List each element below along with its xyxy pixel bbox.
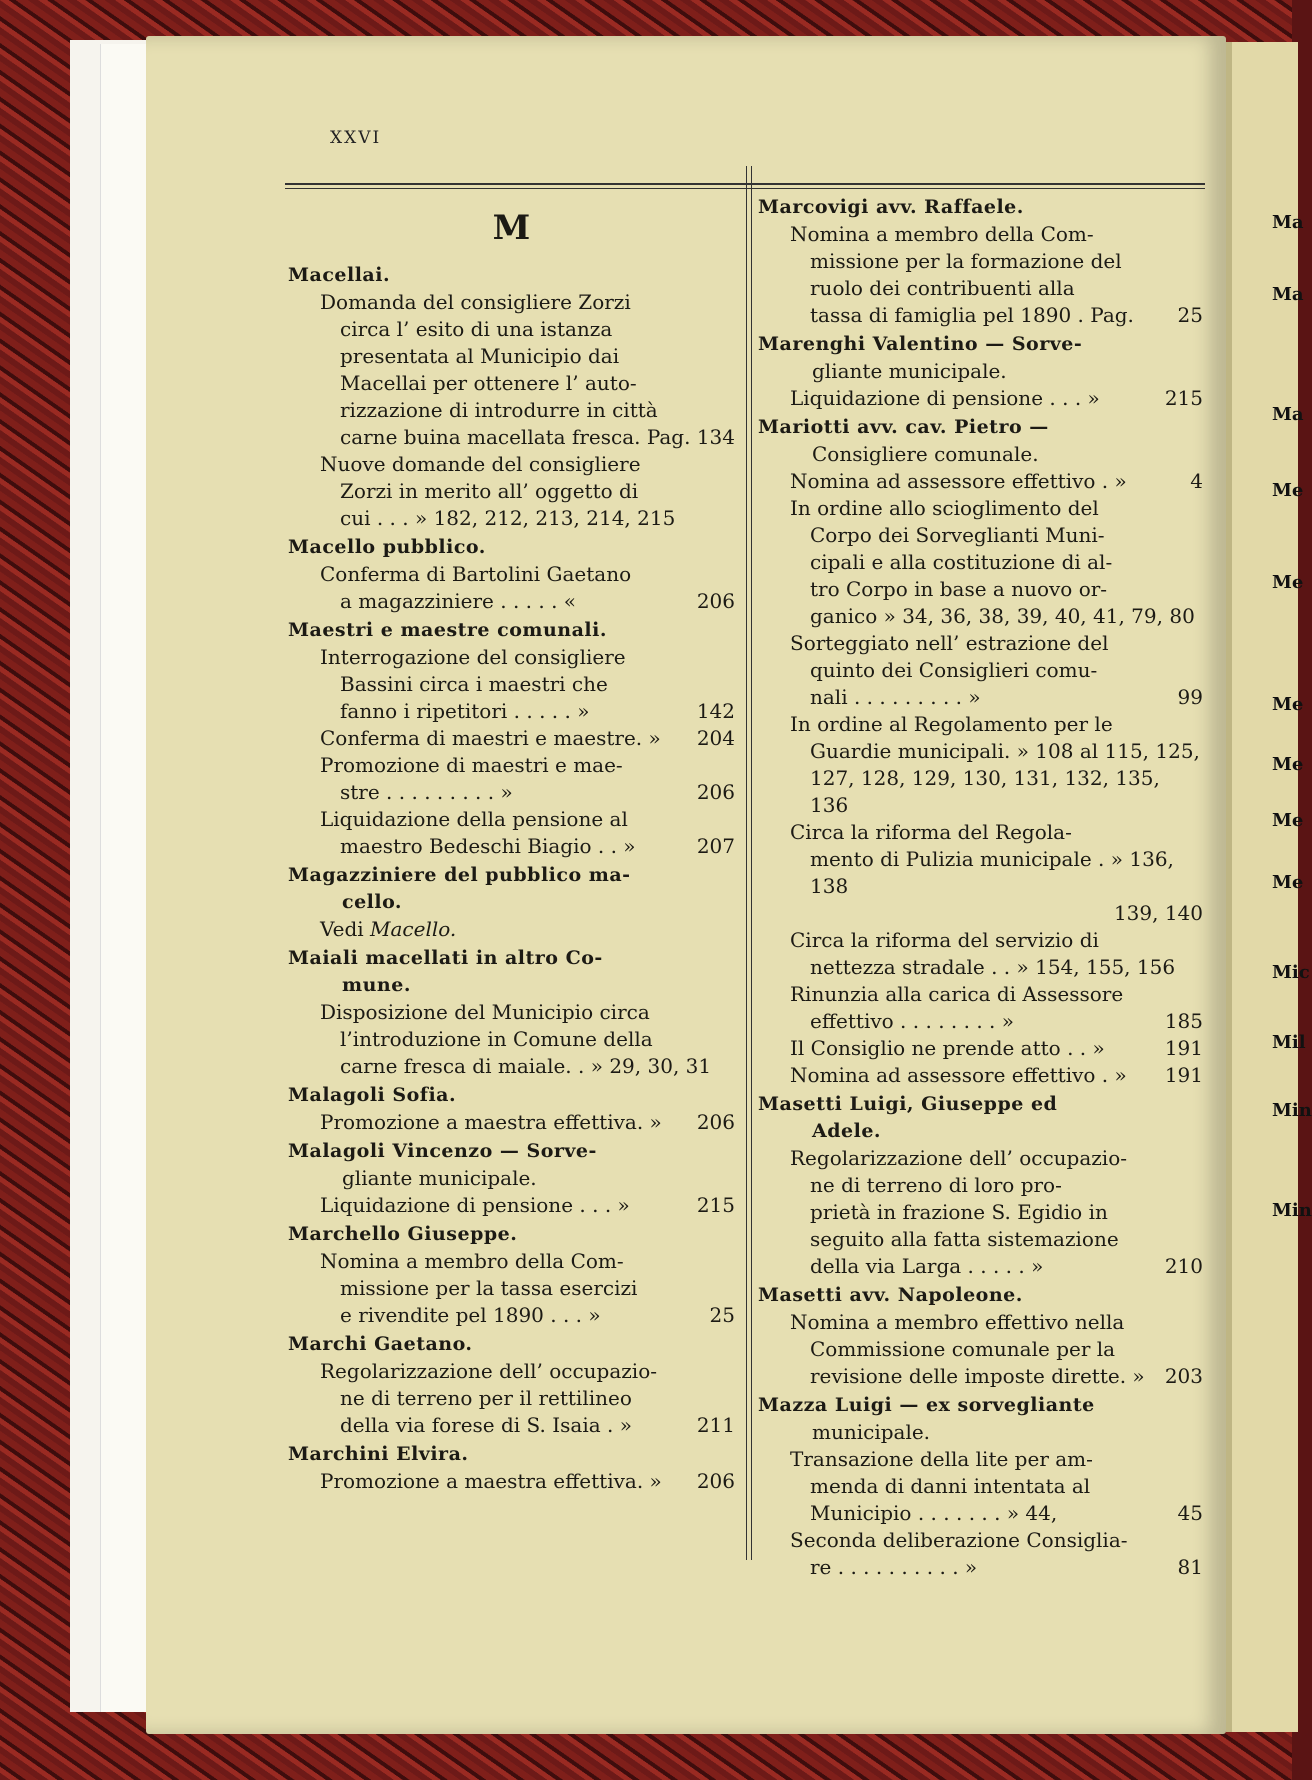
subitem-last-line xyxy=(320,1412,735,1439)
facing-page-heading-fragment: Me xyxy=(1272,694,1304,715)
subitem-line: presentata al Municipio dai xyxy=(340,344,620,368)
entry-subitem xyxy=(758,221,1203,329)
page-reference: 204 xyxy=(696,726,735,750)
page-reference: 45 xyxy=(1177,1501,1203,1525)
facing-page-heading-fragment: Me xyxy=(1272,754,1304,775)
subitem-last-line xyxy=(790,954,1203,981)
entry-heading: Masetti Luigi, Giuseppe ed xyxy=(758,1093,1058,1115)
entry-subitem xyxy=(758,711,1203,819)
index-entry xyxy=(288,1441,735,1495)
index-entry xyxy=(288,1221,735,1329)
entry-subitem xyxy=(758,385,1203,412)
subitem-line: Liquidazione della pensione al xyxy=(320,807,628,831)
subitem-line: tro Corpo in base a nuovo or- xyxy=(810,577,1108,601)
subitem-line: Regolarizzazione dell’ occupazio- xyxy=(320,1359,657,1383)
subitem-last-line xyxy=(790,1253,1203,1280)
subitem-last-line xyxy=(320,424,735,451)
entry-subitem xyxy=(758,468,1203,495)
subitem-text: Promozione a maestra effettiva. » xyxy=(320,1469,662,1493)
subitem-text: carne fresca di maiale. . » 29, 30, 31 xyxy=(340,1054,712,1078)
entry-heading: Marchello Giuseppe. xyxy=(288,1223,518,1245)
facing-page-heading-fragment: Mic xyxy=(1272,962,1310,983)
subitem-text: e rivendite pel 1890 . . . » xyxy=(340,1303,601,1327)
subitem-last-line xyxy=(320,725,735,752)
entry-subitem xyxy=(758,495,1203,630)
page-reference: 206 xyxy=(696,1110,735,1134)
subitem-line: Conferma di Bartolini Gaetano xyxy=(320,562,632,586)
entry-heading: Marchi Gaetano. xyxy=(288,1333,473,1355)
subitem-last-line xyxy=(320,505,735,532)
subitem-text: cui . . . » 182, 212, 213, 214, 215 xyxy=(340,506,676,530)
entry-subitem xyxy=(288,1468,735,1495)
index-entry xyxy=(288,945,735,1080)
page-edges-inner xyxy=(100,44,147,1712)
subitem-line: Macellai per ottenere l’ auto- xyxy=(340,371,637,395)
index-entry xyxy=(288,1138,735,1219)
page-reference: 4 xyxy=(1190,469,1203,493)
subitem-line: In ordine al Regolamento per le xyxy=(790,712,1113,736)
entry-subitem xyxy=(288,999,735,1080)
entry-heading-continued: Adele. xyxy=(812,1120,882,1142)
subitem-text: nettezza stradale . . » 154, 155, 156 xyxy=(810,955,1176,979)
subitem-line: cipali e alla costituzione di al- xyxy=(810,550,1113,574)
entry-subitem xyxy=(288,1109,735,1136)
subitem-text: Nomina ad assessore effettivo . » xyxy=(790,469,1127,493)
subitem-line: Guardie municipali. » 108 al 115, 125, xyxy=(810,739,1200,763)
entry-subitem xyxy=(288,561,735,615)
subitem-last-line xyxy=(790,1062,1203,1089)
entry-heading: Malagoli Vincenzo — Sorve- xyxy=(288,1140,597,1162)
subitem-text: stre . . . . . . . . . » xyxy=(340,780,513,804)
page-reference: 191 xyxy=(1164,1063,1203,1087)
entry-subitem xyxy=(758,927,1203,981)
subitem-line: Commissione comunale per la xyxy=(810,1337,1116,1361)
page-reference: 25 xyxy=(709,1303,735,1327)
subitem-line: Nomina a membro della Com- xyxy=(790,222,1094,246)
subitem-line: prietà in frazione S. Egidio in xyxy=(810,1200,1108,1224)
subitem-last-line xyxy=(320,916,735,943)
entry-subitem xyxy=(288,451,735,532)
subitem-last-line xyxy=(320,779,735,806)
facing-page-heading-fragment: Ma xyxy=(1272,284,1304,305)
subitem-line: l’introduzione in Comune della xyxy=(340,1027,653,1051)
entry-subitem xyxy=(758,1446,1203,1527)
index-column-left xyxy=(288,190,735,1497)
subitem-text: nali . . . . . . . . . » xyxy=(810,685,981,709)
entry-subitem xyxy=(758,1062,1203,1089)
subitem-extra-pages: 139, 140 xyxy=(1113,901,1203,925)
page-reference: 211 xyxy=(696,1413,735,1437)
subitem-line: Promozione di maestri e mae- xyxy=(320,753,623,777)
subitem-text: Municipio . . . . . . . » 44, xyxy=(810,1501,1058,1525)
page-reference: 206 xyxy=(696,589,735,613)
page-reference: 210 xyxy=(1164,1254,1203,1278)
subitem-line: Transazione della lite per am- xyxy=(790,1447,1093,1471)
subitem-last-line xyxy=(790,1008,1203,1035)
entry-subitem xyxy=(758,1035,1203,1062)
subitem-last-line xyxy=(320,698,735,725)
index-entry xyxy=(288,534,735,615)
entry-heading: Masetti avv. Napoleone. xyxy=(758,1284,1023,1306)
entry-heading-continued: Consigliere comunale. xyxy=(812,442,1039,466)
entry-subitem xyxy=(288,644,735,725)
cross-reference: Macello. xyxy=(370,917,457,941)
subitem-line: Seconda deliberazione Consiglia- xyxy=(790,1528,1128,1552)
entry-heading: Mariotti avv. cav. Pietro — xyxy=(758,416,1049,438)
subitem-last-line xyxy=(790,1554,1203,1581)
subitem-text: tassa di famiglia pel 1890 . Pag. xyxy=(810,303,1134,327)
entry-subitem xyxy=(288,289,735,451)
index-entry xyxy=(758,1282,1203,1390)
subitem-line: Disposizione del Municipio circa xyxy=(320,1000,650,1024)
subitem-line: missione per la formazione del xyxy=(810,249,1122,273)
subitem-text: Promozione a maestra effettiva. » xyxy=(320,1110,662,1134)
entry-subitem xyxy=(288,752,735,806)
subitem-text: Liquidazione di pensione . . . » xyxy=(790,386,1100,410)
index-entry xyxy=(288,1331,735,1439)
entry-heading: Marchini Elvira. xyxy=(288,1443,469,1465)
subitem-line: missione per la tassa esercizi xyxy=(340,1276,638,1300)
facing-page-heading-fragment: Me xyxy=(1272,872,1304,893)
subitem-line: Circa la riforma del servizio di xyxy=(790,928,1099,952)
subitem-text: Vedi Macello. xyxy=(320,917,457,941)
index-entry xyxy=(288,617,735,860)
page-reference: 215 xyxy=(696,1193,735,1217)
entry-subitem xyxy=(758,1145,1203,1280)
subitem-text: Nomina ad assessore effettivo . » xyxy=(790,1063,1127,1087)
facing-page-heading-fragment: Min xyxy=(1272,1200,1312,1221)
facing-page-heading-fragment: Me xyxy=(1272,480,1304,501)
subitem-last-line xyxy=(790,1363,1203,1390)
entry-heading-continued: cello. xyxy=(342,891,403,913)
subitem-text: mento di Pulizia municipale . » 136, 138 xyxy=(810,847,1174,898)
subitem-line: quinto dei Consiglieri comu- xyxy=(810,658,1098,682)
entry-subitem xyxy=(758,981,1203,1035)
index-entry xyxy=(288,862,735,943)
subitem-text: della via Larga . . . . . » xyxy=(810,1254,1044,1278)
subitem-line: rizzazione di introdurre in città xyxy=(340,398,658,422)
page-reference: 215 xyxy=(1164,386,1203,410)
entry-subitem xyxy=(288,916,735,943)
subitem-text: carne buina macellata fresca. xyxy=(340,425,641,449)
index-entry xyxy=(758,1091,1203,1280)
subitem-line: ne di terreno di loro pro- xyxy=(810,1173,1062,1197)
page-reference: 25 xyxy=(1177,303,1203,327)
subitem-text: della via forese di S. Isaia . » xyxy=(340,1413,632,1437)
entry-heading: Marcovigi avv. Raffaele. xyxy=(758,196,1024,218)
facing-page-heading-fragment: Ma xyxy=(1272,404,1304,425)
subitem-line: ne di terreno per il rettilineo xyxy=(340,1386,632,1410)
entry-subitem xyxy=(288,725,735,752)
entry-heading: Maestri e maestre comunali. xyxy=(288,619,607,641)
subitem-last-line xyxy=(320,833,735,860)
index-column-right xyxy=(758,194,1203,1583)
entry-heading: Maiali macellati in altro Co- xyxy=(288,947,603,969)
entry-subitem xyxy=(758,819,1203,927)
subitem-last-line xyxy=(790,846,1203,900)
page-reference: 191 xyxy=(1164,1036,1203,1060)
subitem-last-line xyxy=(320,1468,735,1495)
entry-heading: Mazza Luigi — ex sorvegliante xyxy=(758,1394,1095,1416)
facing-page-fragment xyxy=(1226,42,1312,1732)
index-entry xyxy=(758,414,1203,1089)
index-entry xyxy=(288,262,735,532)
subitem-text: effettivo . . . . . . . . » xyxy=(810,1009,1015,1033)
index-entry xyxy=(758,194,1203,329)
page-reference: 81 xyxy=(1177,1555,1203,1579)
subitem-last-line xyxy=(790,684,1203,711)
subitem-last-line xyxy=(320,1053,735,1080)
facing-page-heading-fragment: Min xyxy=(1272,1100,1312,1121)
subitem-line: seguito alla fatta sistemazione xyxy=(810,1227,1119,1251)
subitem-line: Zorzi in merito all’ oggetto di xyxy=(340,479,639,503)
entry-heading: Malagoli Sofia. xyxy=(288,1084,457,1106)
page-reference: Pag. 134 xyxy=(646,425,735,449)
page-reference: 206 xyxy=(696,780,735,804)
page-reference: 206 xyxy=(696,1469,735,1493)
subitem-last-line xyxy=(320,1302,735,1329)
subitem-text: re . . . . . . . . . . » xyxy=(810,1555,978,1579)
top-rule xyxy=(285,183,1205,185)
subitem-line: menda di danni intentata al xyxy=(810,1474,1091,1498)
subitem-text: Il Consiglio ne prende atto . . » xyxy=(790,1036,1105,1060)
subitem-text: a magazziniere . . . . . « xyxy=(340,589,577,613)
page-reference: 207 xyxy=(696,834,735,858)
facing-page-heading-fragment: Me xyxy=(1272,572,1304,593)
section-letter: M xyxy=(492,208,531,248)
page-reference: 203 xyxy=(1164,1364,1203,1388)
subitem-last-line xyxy=(790,1500,1203,1527)
subitem-text: revisione delle imposte dirette. » xyxy=(810,1364,1145,1388)
subitem-text: Conferma di maestri e maestre. » xyxy=(320,726,661,750)
subitem-line: Regolarizzazione dell’ occupazio- xyxy=(790,1146,1127,1170)
page-reference: 185 xyxy=(1164,1009,1203,1033)
subitem-text: ganico » 34, 36, 38, 39, 40, 41, 79, 80 xyxy=(810,604,1195,628)
subitem-line: Domanda del consigliere Zorzi xyxy=(320,290,631,314)
subitem-line: In ordine allo scioglimento del xyxy=(790,496,1099,520)
facing-page-heading-fragment: Me xyxy=(1272,810,1304,831)
entry-subitem xyxy=(758,630,1203,711)
subitem-last-line xyxy=(320,1192,735,1219)
subitem-line: Rinunzia alla carica di Assessore xyxy=(790,982,1124,1006)
entry-subitem xyxy=(758,1309,1203,1390)
index-entry xyxy=(758,331,1203,412)
entry-subitem xyxy=(758,1527,1203,1581)
subitem-text: maestro Bedeschi Biagio . . » xyxy=(340,834,636,858)
subitem-line: Interrogazione del consigliere xyxy=(320,645,626,669)
entry-heading: Marenghi Valentino — Sorve- xyxy=(758,333,1083,355)
entry-heading-continued: gliante municipale. xyxy=(812,359,1007,383)
subitem-line: Nuove domande del consigliere xyxy=(320,452,641,476)
facing-page-heading-fragment: Ma xyxy=(1272,212,1304,233)
entry-heading: Magazziniere del pubblico ma- xyxy=(288,864,631,886)
facing-page-heading-fragment: Mil xyxy=(1272,1032,1306,1053)
running-head: XXVI xyxy=(330,128,382,148)
entry-heading-continued: municipale. xyxy=(812,1420,931,1444)
subitem-last-line xyxy=(320,1109,735,1136)
subitem-line: Nomina a membro effettivo nella xyxy=(790,1310,1125,1334)
index-entry xyxy=(288,1082,735,1136)
entry-heading-continued: mune. xyxy=(342,974,411,996)
subitem-text: fanno i ripetitori . . . . . » xyxy=(340,699,590,723)
top-rule-thin xyxy=(285,188,1205,189)
subitem-line: Bassini circa i maestri che xyxy=(340,672,608,696)
subitem-line: ruolo dei contribuenti alla xyxy=(810,276,1075,300)
entry-subitem xyxy=(288,1358,735,1439)
subitem-line: Corpo dei Sorveglianti Muni- xyxy=(810,523,1105,547)
subitem-text: 127, 128, 129, 130, 131, 132, 135, 136 xyxy=(810,766,1160,817)
entry-heading: Macello pubblico. xyxy=(288,536,486,558)
column-divider xyxy=(746,166,752,1560)
entry-subitem xyxy=(288,1248,735,1329)
entry-heading: Macellai. xyxy=(288,264,391,286)
entry-heading-continued: gliante municipale. xyxy=(342,1166,537,1190)
subitem-line: Sorteggiato nell’ estrazione del xyxy=(790,631,1109,655)
page-reference: 142 xyxy=(696,699,735,723)
entry-subitem xyxy=(288,806,735,860)
subitem-last-line xyxy=(790,302,1203,329)
index-entry xyxy=(758,1392,1203,1581)
entry-subitem xyxy=(288,1192,735,1219)
subitem-last-line xyxy=(790,1035,1203,1062)
subitem-line: circa l’ esito di una istanza xyxy=(340,317,613,341)
subitem-last-line xyxy=(790,385,1203,412)
subitem-last-line xyxy=(790,468,1203,495)
subitem-line: Nomina a membro della Com- xyxy=(320,1249,624,1273)
subitem-line: Circa la riforma del Regola- xyxy=(790,820,1072,844)
subitem-text: Liquidazione di pensione . . . » xyxy=(320,1193,630,1217)
subitem-last-line xyxy=(790,603,1203,630)
page-reference: 99 xyxy=(1177,685,1203,709)
subitem-last-line xyxy=(790,765,1203,819)
subitem-last-line xyxy=(320,588,735,615)
